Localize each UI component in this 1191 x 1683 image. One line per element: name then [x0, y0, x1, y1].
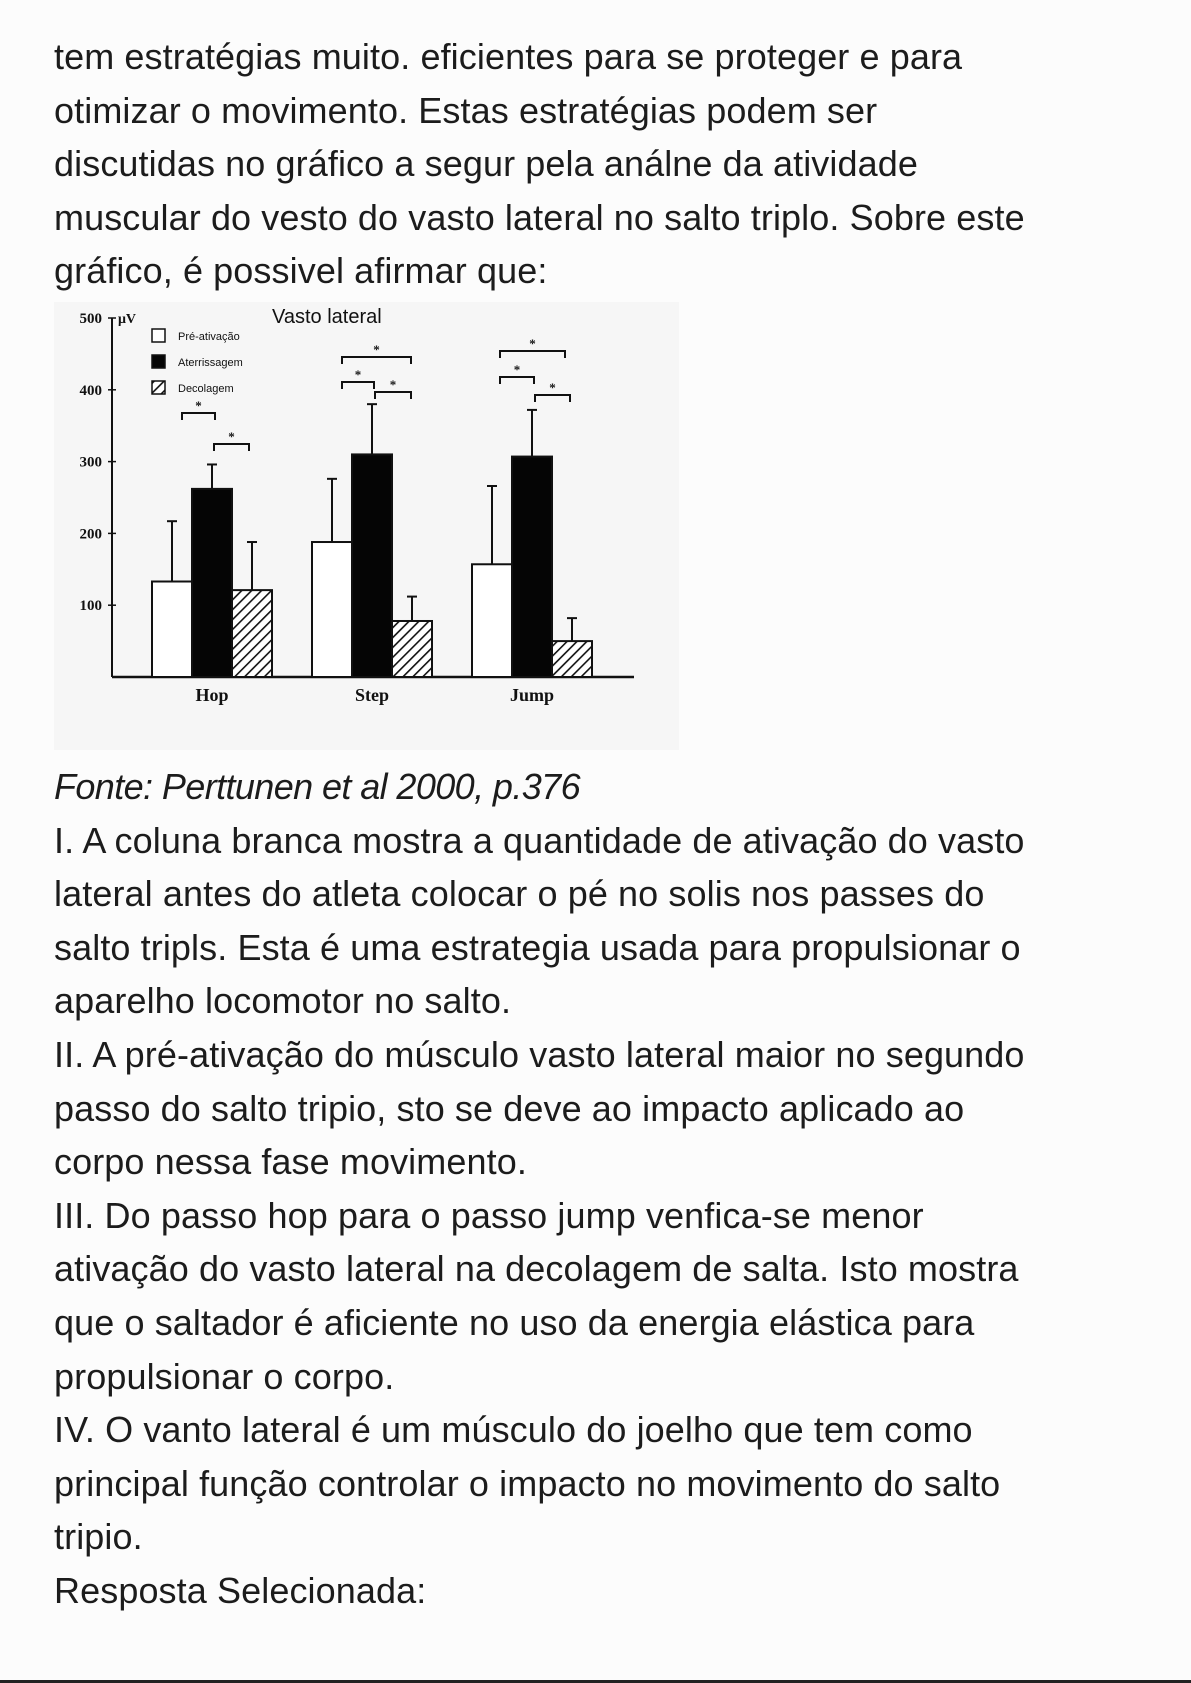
y-tick-label: 400 — [79, 382, 102, 399]
significance-marker: * — [389, 376, 397, 392]
chart-title: Vasto lateral — [272, 305, 382, 328]
statement-line: tripio. — [54, 1516, 143, 1558]
question-intro — [54, 30, 1154, 298]
statements — [54, 814, 1154, 1618]
question-page — [54, 30, 1154, 1617]
emg-bar-chart — [54, 302, 679, 750]
x-tick-label: Jump — [509, 684, 555, 705]
legend-swatch — [152, 355, 165, 368]
bar — [352, 454, 392, 677]
significance-marker: * — [529, 335, 536, 351]
significance-marker: * — [354, 366, 362, 382]
x-tick-label: Step — [354, 684, 390, 705]
intro-line: tem estratégias muito. eficientes para se proteger e para — [54, 36, 963, 77]
legend-swatch — [152, 381, 165, 394]
legend-swatch — [152, 329, 165, 342]
significance-marker: * — [373, 341, 380, 357]
bar — [512, 457, 552, 677]
statement-line: lateral antes do atleta colocar o pé no solis nos passes do — [54, 873, 985, 915]
y-tick-label: 300 — [79, 454, 102, 471]
y-tick-label: 200 — [79, 526, 102, 543]
bar — [232, 590, 272, 677]
statement-line: corpo nessa fase movimento. — [54, 1141, 527, 1183]
intro-line: otimizar o movimento. Estas estratégias podem ser — [54, 89, 878, 131]
y-tick-label: 500 — [79, 310, 102, 327]
statement-line: passo do salto tripio, sto se deve ao impacto aplicado ao — [54, 1087, 965, 1129]
y-tick-label: 100 — [79, 598, 102, 615]
statement-line: II. A pré-ativação do músculo vasto lateral maior no segundo — [54, 1033, 1025, 1075]
statement-line: salto tripls. Esta é uma estrategia usada para propulsionar o — [54, 926, 1021, 968]
chart-svg — [54, 302, 679, 750]
bar — [552, 641, 592, 677]
bar — [472, 564, 512, 677]
significance-marker: * — [549, 379, 556, 395]
significance-marker: * — [513, 361, 521, 377]
bar — [152, 581, 192, 676]
selected-answer-label: Resposta Selecionada: — [54, 1569, 427, 1611]
intro-line: gráfico, é possivel afirmar que: — [54, 250, 548, 292]
legend-label: Aterrissagem — [178, 356, 243, 369]
statement-line: que o saltador é aficiente no uso da energia elástica para — [54, 1301, 975, 1343]
bar — [192, 489, 232, 677]
intro-line: discutidas no gráfico a segur pela análne da atividade — [54, 143, 918, 185]
y-unit-label: μV — [118, 311, 137, 327]
statement-line: III. Do passo hop para o passo jump venfica-se menor — [54, 1194, 924, 1236]
statement-line: I. A coluna branca mostra a quantidade de ativação do vasto — [54, 819, 1025, 861]
x-tick-label: Hop — [195, 684, 229, 705]
statement-line: principal função controlar o impacto no movimento do salto — [54, 1462, 1001, 1504]
statement-line: ativação do vasto lateral na decolagem de salta. Isto mostra — [54, 1248, 1019, 1290]
bar — [392, 621, 432, 677]
statement-line: IV. O vanto lateral é um músculo do joelho que tem como — [54, 1409, 973, 1451]
significance-marker: * — [228, 428, 235, 444]
significance-marker: * — [195, 397, 202, 413]
statement-line: propulsionar o corpo. — [54, 1355, 395, 1397]
figure-source: Fonte: Perttunen et al 2000, p.376 — [54, 765, 580, 807]
statement-line: aparelho locomotor no salto. — [54, 980, 512, 1022]
bar — [312, 542, 352, 677]
legend-label: Pré-ativação — [178, 330, 240, 343]
legend-label: Decolagem — [178, 382, 234, 395]
intro-line: muscular do vesto do vasto lateral no salto triplo. Sobre este — [54, 196, 1025, 238]
